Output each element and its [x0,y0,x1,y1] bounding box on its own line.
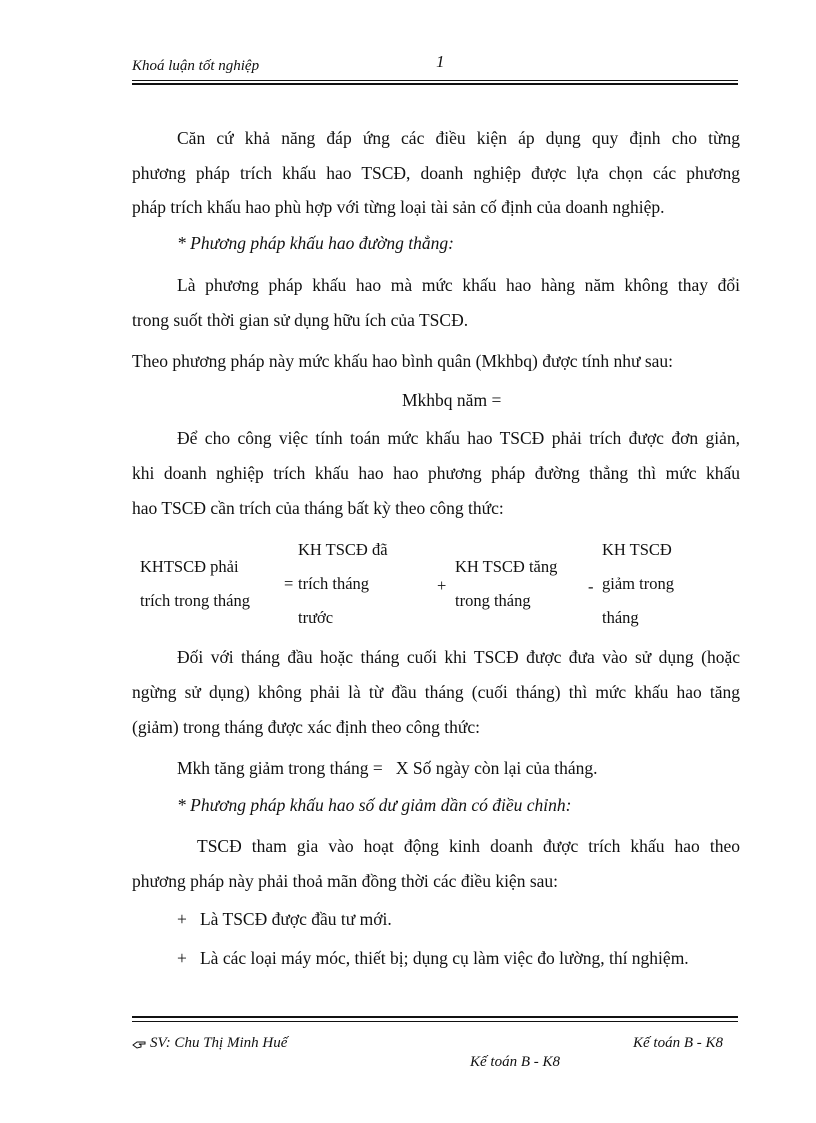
pointing-hand-icon [132,1038,146,1050]
header-title: Khoá luận tốt nghiệp [132,58,260,74]
footer-rule-thin [132,1021,738,1022]
class-label-center: Kế toán B - K8 [470,1054,560,1070]
paragraph-line: pháp trích khấu hao phù hợp với từng loại tài sản cố định của doanh nghiệp. [132,197,665,217]
formula-lhs-line: trích trong tháng [140,591,250,610]
paragraph-line: Căn cứ khả năng đáp ứng các điều kiện áp dụng quy định cho từng [177,128,740,148]
paragraph-line: TSCĐ tham gia vào hoạt động kinh doanh được trích khấu hao theo [197,836,740,856]
formula-term-prev-month: KH TSCĐ đã [298,540,388,559]
student-name: SV: Chu Thị Minh Huế [150,1035,288,1051]
paragraph-line: Đối với tháng đầu hoặc tháng cuối khi TSCĐ được đưa vào sử dụng (hoặc [177,647,740,667]
formula-term-decrease: KH TSCĐ [602,540,672,559]
paragraph-line: phương pháp trích khấu hao TSCĐ, doanh nghiệp được lựa chọn các phương [132,163,740,183]
formula-lhs-line: KHTSCĐ phải [140,557,239,576]
formula-term-decrease: tháng [602,608,639,627]
formula-term-prev-month: trước [298,608,334,627]
equals-sign: = [284,574,294,593]
formula-mkhbq: Mkhbq năm = [402,390,502,410]
minus-sign: - [588,577,594,596]
formula-term-decrease: giảm trong [602,574,674,593]
class-label-right: Kế toán B - K8 [633,1035,723,1051]
paragraph-line: hao TSCĐ cần trích của tháng bất kỳ theo công thức: [132,498,504,518]
page-number: 1 [436,52,445,71]
plus-sign: + [437,576,447,595]
formula-term-prev-month: trích tháng [298,574,370,593]
list-item: + Là các loại máy móc, thiết bị; dụng cụ làm việc đo lường, thí nghiệm. [177,948,689,968]
paragraph-line: Theo phương pháp này mức khấu hao bình quân (Mkhbq) được tính như sau: [132,351,674,371]
paragraph-line: khi doanh nghiệp trích khấu hao hao phương pháp đường thẳng thì mức khấu [132,463,740,483]
section-heading: * Phương pháp khấu hao đường thẳng: [177,233,454,253]
paragraph-line: trong suốt thời gian sử dụng hữu ích của TSCĐ. [132,310,469,330]
list-item: + Là TSCĐ được đầu tư mới. [177,909,392,929]
footer-rule-thick [132,1016,738,1018]
paragraph-line: (giảm) trong tháng được xác định theo công thức: [132,717,480,737]
paragraph-line: Là phương pháp khấu hao mà mức khấu hao hàng năm không thay đổi [177,275,740,295]
header-rule-thin [132,80,738,81]
formula-term-increase: KH TSCĐ tăng [455,557,558,576]
section-heading: * Phương pháp khấu hao số dư giảm dần có điều chỉnh: [177,795,572,815]
header-rule-thick [132,83,738,85]
paragraph-line: Để cho công việc tính toán mức khấu hao TSCĐ phải trích được đơn giản, [177,428,740,448]
formula-term-increase: trong tháng [455,591,531,610]
formula-increase-decrease: Mkh tăng giảm trong tháng = X Số ngày còn lại của tháng. [177,758,598,778]
paragraph-line: ngừng sử dụng) không phải là từ đầu tháng (cuối tháng) thì mức khấu hao tăng [132,682,740,702]
paragraph-line: phương pháp này phải thoả mãn đồng thời các điều kiện sau: [132,871,559,891]
